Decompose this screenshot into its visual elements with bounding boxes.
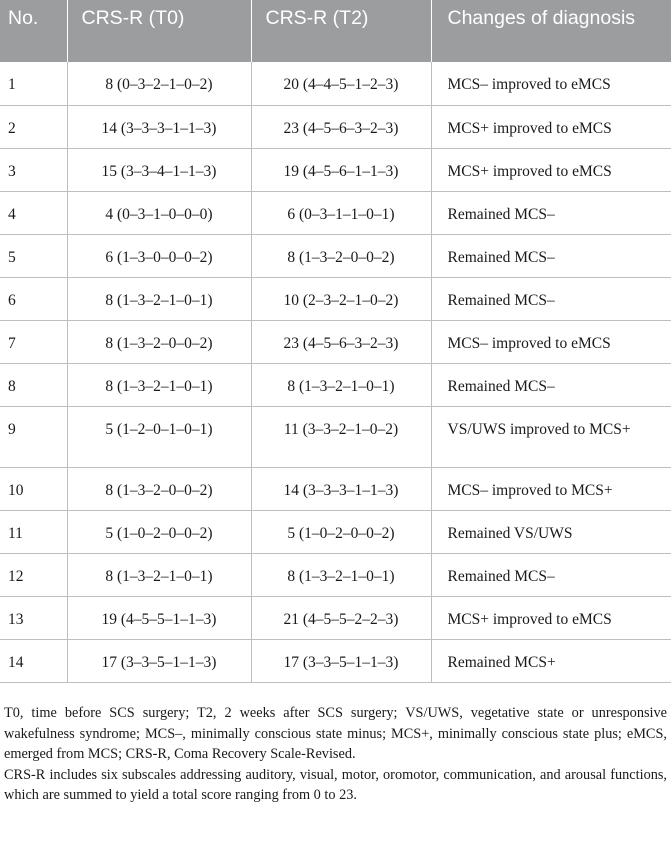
table-body [0,62,671,682]
header-changes: Changes of diagnosis [431,0,671,62]
table-header [0,0,671,62]
cell-no: 14 [0,639,67,682]
cell-no: 9 [0,406,67,467]
header-crs-t0: CRS-R (T0) [67,0,251,62]
cell-no: 6 [0,277,67,320]
cell-no: 4 [0,191,67,234]
footnote-abbreviations: T0, time before SCS surgery; T2, 2 weeks after SCS surgery; VS/UWS, vegetative state or unresponsive wakefulness syndrome; MCS–, minimally conscious state minus; MCS+, minimally conscious state plus; eMCS, emerged from MCS; CRS-R, Coma Recovery Scale-Revised. [4,705,667,762]
cell-crs-t2: 23 (4–5–6–3–2–3) [251,105,431,148]
table-row [0,596,671,639]
cell-crs-t0: 8 (1–3–2–1–0–1) [67,553,251,596]
cell-crs-t2: 8 (1–3–2–1–0–1) [251,363,431,406]
cell-change: MCS+ improved to eMCS [431,596,671,639]
cell-crs-t0: 8 (1–3–2–1–0–1) [67,363,251,406]
cell-change: MCS+ improved to eMCS [431,148,671,191]
cell-crs-t2: 5 (1–0–2–0–0–2) [251,510,431,553]
cell-no: 10 [0,467,67,510]
table-row [0,320,671,363]
header-crs-t2: CRS-R (T2) [251,0,431,62]
table-row [0,191,671,234]
table-row [0,467,671,510]
cell-no: 1 [0,62,67,105]
header-no: No. [0,0,67,62]
table-row [0,105,671,148]
table-row [0,62,671,105]
cell-crs-t0: 17 (3–3–5–1–1–3) [67,639,251,682]
cell-crs-t0: 8 (1–3–2–0–0–2) [67,320,251,363]
table-row [0,234,671,277]
cell-crs-t0: 4 (0–3–1–0–0–0) [67,191,251,234]
cell-change: MCS– improved to eMCS [431,320,671,363]
table-row [0,363,671,406]
cell-change: Remained MCS– [431,277,671,320]
cell-crs-t0: 8 (1–3–2–0–0–2) [67,467,251,510]
cell-crs-t0: 8 (0–3–2–1–0–2) [67,62,251,105]
cell-crs-t2: 14 (3–3–3–1–1–3) [251,467,431,510]
cell-crs-t2: 6 (0–3–1–1–0–1) [251,191,431,234]
footnote-subscales: CRS-R includes six subscales addressing auditory, visual, motor, oromotor, communication, and arousal functions, which are summed to yield a total score ranging from 0 to 23. [4,766,667,803]
cell-crs-t2: 10 (2–3–2–1–0–2) [251,277,431,320]
cell-no: 7 [0,320,67,363]
table-row [0,277,671,320]
cell-no: 12 [0,553,67,596]
cell-crs-t2: 11 (3–3–2–1–0–2) [251,406,431,467]
cell-no: 2 [0,105,67,148]
cell-change: Remained MCS– [431,191,671,234]
cell-crs-t0: 8 (1–3–2–1–0–1) [67,277,251,320]
cell-crs-t2: 21 (4–5–5–2–2–3) [251,596,431,639]
table-row [0,553,671,596]
cell-change: MCS– improved to eMCS [431,62,671,105]
cell-crs-t0: 19 (4–5–5–1–1–3) [67,596,251,639]
cell-crs-t2: 19 (4–5–6–1–1–3) [251,148,431,191]
table-row [0,406,671,467]
cell-crs-t0: 14 (3–3–3–1–1–3) [67,105,251,148]
cell-crs-t0: 15 (3–3–4–1–1–3) [67,148,251,191]
cell-no: 8 [0,363,67,406]
cell-crs-t0: 6 (1–3–0–0–0–2) [67,234,251,277]
cell-no: 5 [0,234,67,277]
cell-change: Remained MCS– [431,234,671,277]
cell-crs-t2: 20 (4–4–5–1–2–3) [251,62,431,105]
cell-no: 11 [0,510,67,553]
cell-change: MCS+ improved to eMCS [431,105,671,148]
cell-change: Remained MCS+ [431,639,671,682]
table-row [0,639,671,682]
cell-crs-t0: 5 (1–0–2–0–0–2) [67,510,251,553]
table-row [0,510,671,553]
table-row [0,148,671,191]
cell-crs-t2: 8 (1–3–2–0–0–2) [251,234,431,277]
cell-change: VS/UWS improved to MCS+ [431,406,671,467]
cell-crs-t2: 23 (4–5–6–3–2–3) [251,320,431,363]
cell-change: Remained MCS– [431,553,671,596]
table-footnotes [4,703,667,806]
cell-no: 13 [0,596,67,639]
cell-change: Remained VS/UWS [431,510,671,553]
cell-crs-t2: 17 (3–3–5–1–1–3) [251,639,431,682]
cell-no: 3 [0,148,67,191]
cell-crs-t0: 5 (1–2–0–1–0–1) [67,406,251,467]
cell-crs-t2: 8 (1–3–2–1–0–1) [251,553,431,596]
cell-change: MCS– improved to MCS+ [431,467,671,510]
cell-change: Remained MCS– [431,363,671,406]
